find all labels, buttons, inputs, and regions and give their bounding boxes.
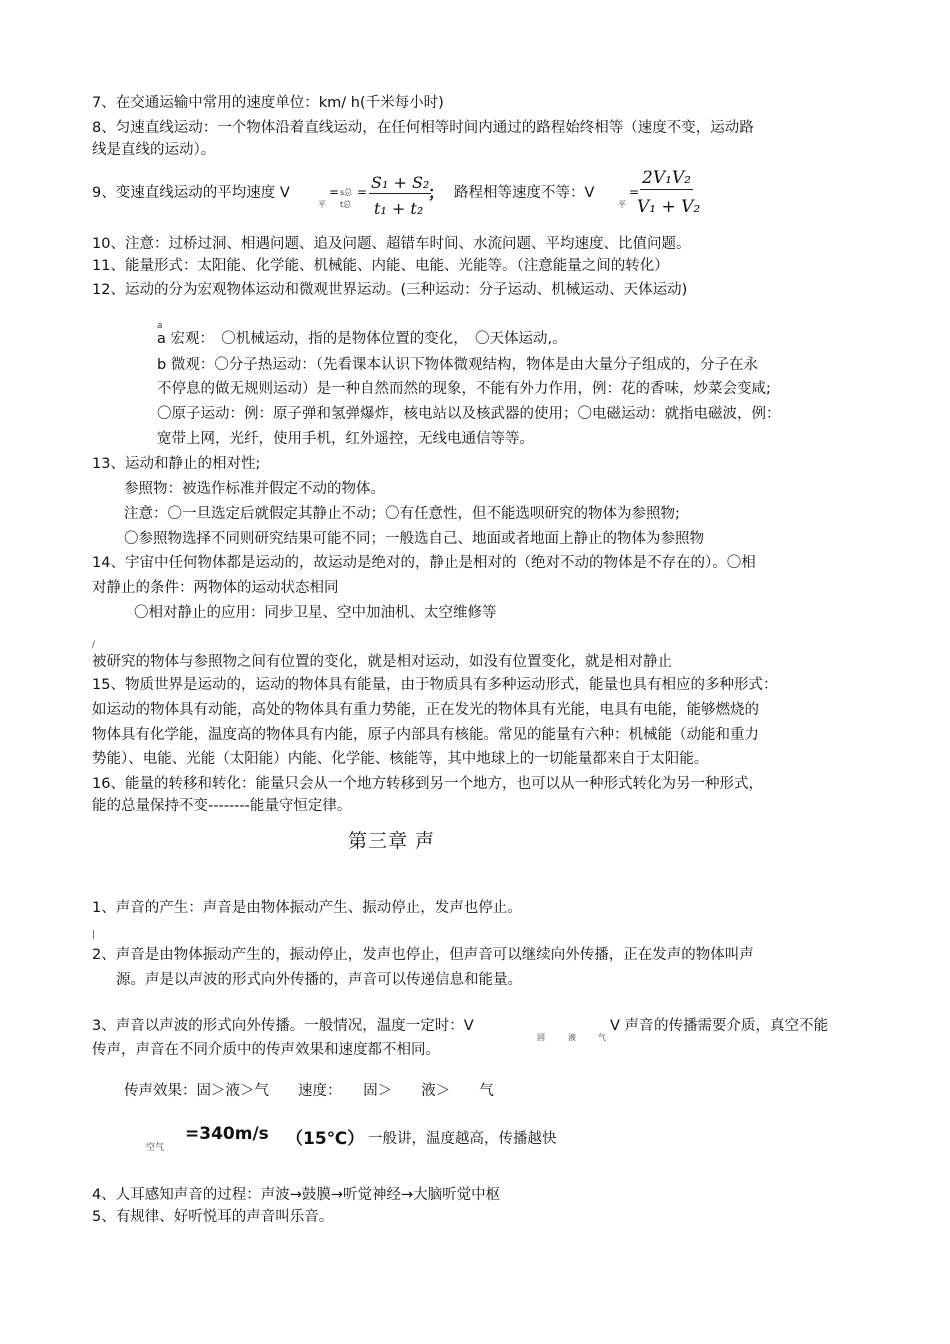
air-speed-note: 一般讲，温度越高，传播越快	[368, 1131, 557, 1147]
sub-gu: 固	[537, 1033, 545, 1042]
sub-ping-1: 平	[318, 200, 326, 209]
item-14-line1: 14、宇宙中任何物体都是运动的，故运动是绝对的，静止是相对的（绝对不动的物体是不存在的）。〇相	[92, 555, 756, 571]
eq-2: =	[357, 185, 368, 199]
stray-mark-bar: |	[92, 930, 96, 940]
sound-item-3-prefix: 3、声音以声波的形式向外传播。一般情况，温度一定时：V	[92, 1018, 474, 1034]
stray-mark-slash: /	[92, 640, 96, 650]
item-14-line2: 对静止的条件：两物体的运动状态相同	[92, 580, 339, 596]
relative-rest-applications: 〇相对静止的应用：同步卫星、空中加油机、太空维修等	[134, 605, 497, 621]
sub-ping-2: 平	[618, 200, 626, 209]
frac2-numerator: 2V₁V₂	[642, 168, 691, 188]
item-11: 11、能量形式：太阳能、化学能、机械能、内能、电能、光能等。（注意能量之间的转化）	[92, 258, 669, 274]
sub-air: 空气	[146, 1143, 165, 1153]
eq-1: =	[329, 185, 340, 199]
sound-item-3-suffix: 的传播需要介质，真空不能	[654, 1018, 828, 1034]
item-13: 13、运动和静止的相对性;	[92, 456, 261, 472]
item-7: 7、在交通运输中常用的速度单位：km/ h(千米每小时)	[92, 95, 444, 111]
macro-motion: a 宏观： 〇机械运动，指的是物体位置的变化， 〇天体运动,。	[157, 331, 567, 347]
propagation-comparison: 传声效果：固＞液＞气 速度： 固＞ 液＞ 气	[124, 1083, 494, 1099]
item-8-line1: 8、匀速直线运动：一个物体沿着直线运动，在任何相等时间内通过的路程始终相等（速度不变，运动路	[92, 120, 754, 136]
sound-item-4: 4、人耳感知声音的过程：声波→鼓膜→听觉神经→大脑听觉中枢	[92, 1187, 501, 1203]
item-16-line2: 能的总量保持不变--------能量守恒定律。	[92, 798, 352, 814]
item-15-line2: 如运动的物体具有动能，高处的物体具有重力势能，正在发光的物体具有光能，电具有电能，能够燃烧的	[92, 702, 759, 718]
micro-motion-line2: 不停息的做无规则运动）是一种自然而然的现象，不能有外力作用，例：花的香味，炒菜会变咸;	[157, 381, 771, 397]
item-15-line1: 15、物质世界是运动的，运动的物体具有能量，由于物质具有多种运动形式，能量也具有相应的多种形式：	[92, 677, 778, 693]
item-8-line2: 线是直线的运动）。	[92, 142, 216, 158]
item-15-line3: 物体具有化学能，温度高的物体具有内能，原子内部具有核能。常见的能量有六种：机械能（动能和重力	[92, 727, 759, 743]
sound-item-2-line1: 2、声音是由物体振动产生的，振动停止，发声也停止，但声音可以继续向外传播，正在发声的物体叫声	[92, 947, 754, 963]
sub-qi: 气	[598, 1033, 606, 1042]
item-10: 10、注意：过桥过洞、相遇问题、追及问题、超错车时间、水流问题、平均速度、比值问题。	[92, 236, 691, 252]
t-total: t总	[340, 200, 352, 209]
semicolon: ；	[428, 183, 445, 202]
micro-motion-line1: b 微观：〇分子热运动：（先看课本认识下物体微观结构，物体是由大量分子组成的，分子在永	[157, 357, 759, 373]
frac1-denominator: t₁ + t₂	[374, 199, 424, 218]
chapter-title: 第三章 声	[348, 830, 436, 852]
item-9-middle: 路程相等速度不等：V	[454, 185, 595, 201]
sound-item-1: 1、声音的产生：声音是由物体振动产生、振动停止，发声也停止。	[92, 900, 522, 916]
frac2-denominator: V₁ + V₂	[637, 197, 701, 217]
air-speed-temp: （15℃）	[286, 1129, 365, 1149]
s-total: s总	[340, 188, 353, 197]
reference-definition: 参照物：被选作标准并假定不动的物体。	[124, 481, 385, 497]
item-9-prefix: 9、变速直线运动的平均速度 V	[92, 185, 290, 201]
air-speed-value: =340m/s	[185, 1124, 269, 1144]
sound-item-2-line2: 源。声是以声波的形式向外传播的，声音可以传递信息和能量。	[116, 972, 522, 988]
frac1-numerator: S₁ + S₂	[371, 173, 430, 192]
item-16-line1: 16、能量的转移和转化：能量只会从一个地方转移到另一个地方，也可以从一种形式转化为另一种形式，	[92, 776, 763, 792]
micro-motion-line3: 〇原子运动：例：原子弹和氢弹爆炸，核电站以及核武器的使用；〇电磁运动：就指电磁波，例：	[157, 406, 781, 422]
stray-mark-a: a	[157, 321, 163, 331]
sound-item-3-line2: 传声，声音在不同介质中的传声效果和速度都不相同。	[92, 1042, 440, 1058]
micro-motion-line4: 宽带上网，光纤，使用手机，红外遥控，无线电通信等等。	[157, 431, 534, 447]
item-15-line4: 势能）、电能、光能（太阳能）内能、化学能、核能等，其中地球上的一切能量都来自于太阳能。	[92, 751, 709, 767]
v-sound-label: V 声音	[610, 1018, 654, 1034]
sub-ye: 液	[568, 1033, 576, 1042]
sound-item-5: 5、有规律、好听悦耳的声音叫乐音。	[92, 1209, 334, 1225]
item-12: 12、运动的分为宏观物体运动和微观世界运动。(三种运动：分子运动、机械运动、天体运动)	[92, 282, 688, 298]
relative-motion-note: 被研究的物体与参照物之间有位置的变化，就是相对运动，如没有位置变化，就是相对静止	[92, 654, 672, 670]
note-line1: 注意：〇一旦选定后就假定其静止不动；〇有任意性，但不能选呗研究的物体为参照物;	[124, 506, 680, 522]
eq-3: =	[629, 185, 640, 199]
note-line2: 〇参照物选择不同则研究结果可能不同；一般选自己、地面或者地面上静止的物体为参照物	[124, 531, 704, 547]
